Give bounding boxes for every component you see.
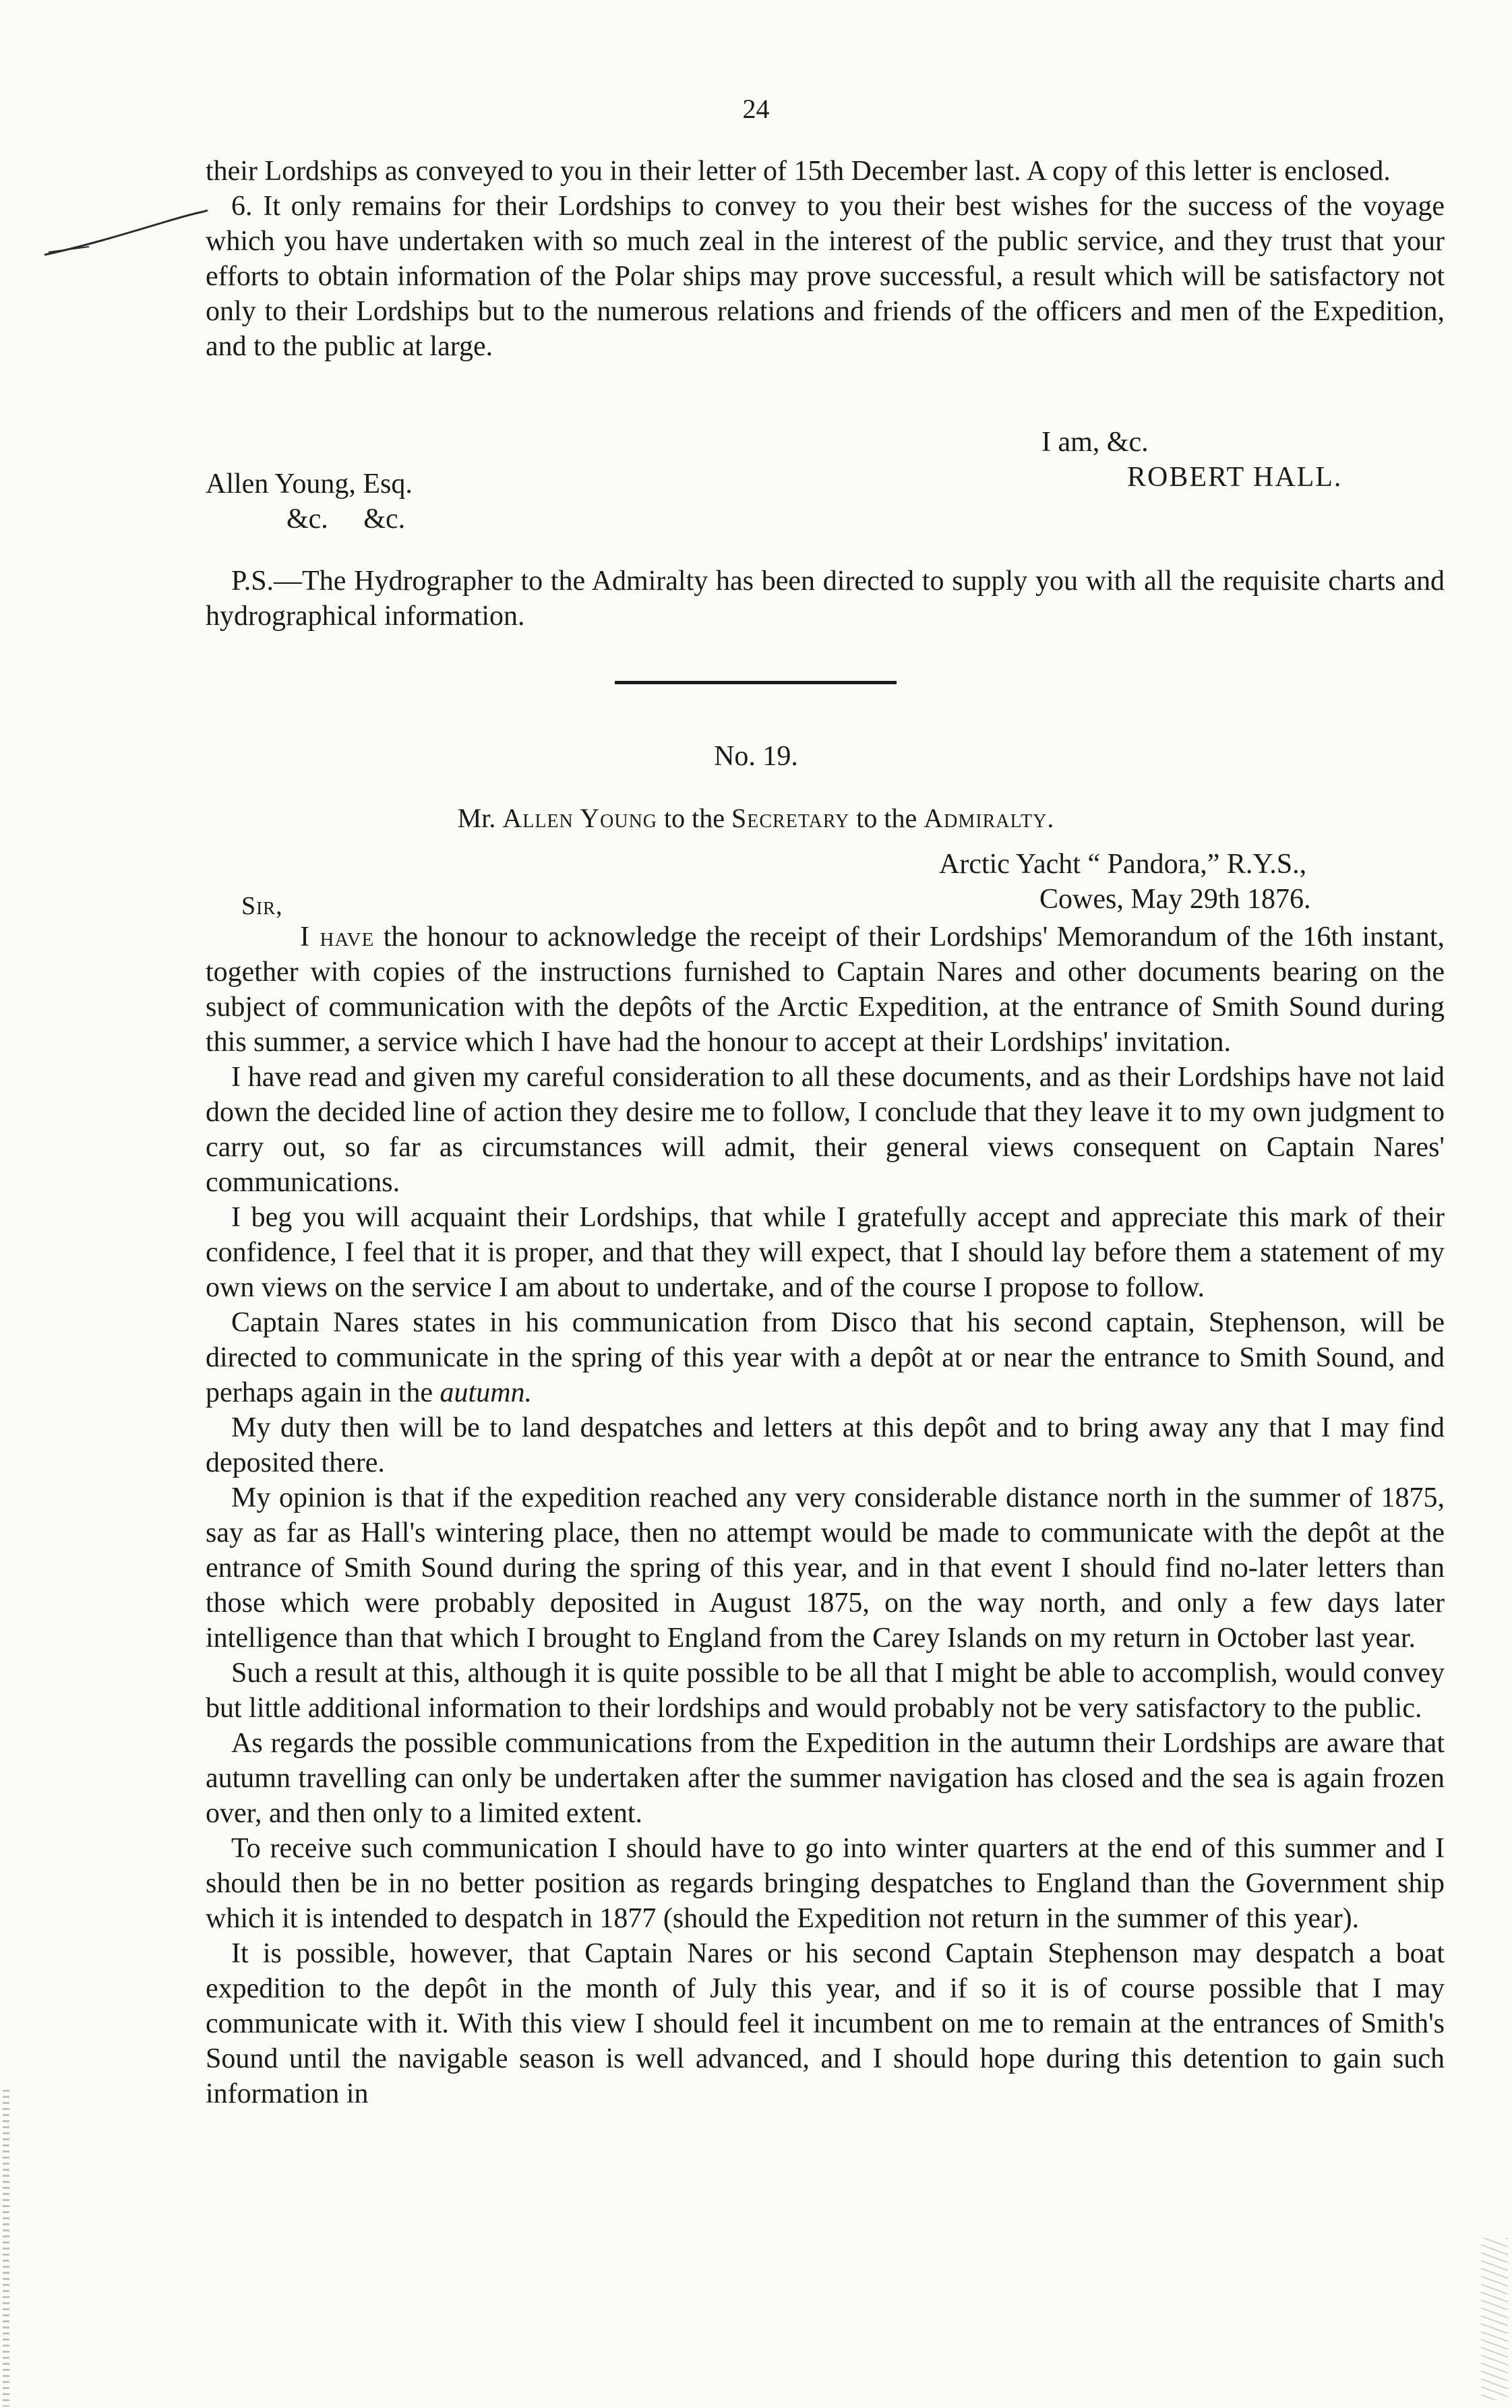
heading-mid: to the <box>657 803 732 833</box>
salutation: Sir, <box>241 892 283 920</box>
paragraph-8: As regards the possible communications from the Expedition in the autumn their Lordships are aware that autumn travelling can only be undertaken after the summer navigation has closed and the sea is again frozen over, and then only to a limited extent. <box>206 1728 1445 1829</box>
letter-number: No. 19. <box>714 741 798 772</box>
closing-line: I am, &c. <box>1041 427 1149 458</box>
paragraph-2: I have read and given my careful consideration to all these documents, and as their Lordships have not laid down the decided line of action they desire me to follow, I conclude that they leave it to my own judgment to carry out, so far as circumstances will admit, their general views consequent on Captain Nares' communications. <box>206 1062 1445 1198</box>
heading-destination: Admiralty. <box>924 803 1055 833</box>
postscript: P.S.—The Hydrographer to the Admiralty has been directed to supply you with all the requisite charts and hydrographical information. <box>206 566 1445 632</box>
previous-letter-body <box>206 154 1445 364</box>
heading-sender: Allen Young <box>502 803 658 833</box>
paragraph-3: I beg you will acquaint their Lordships, that while I gratefully accept and appreciate this mark of their confidence, I feel that it is proper, and that they will expect, that I should lay before them a statement of my own views on the service I am about to undertake, and of the course I propose to follow. <box>206 1202 1445 1303</box>
paragraph-7: Such a result at this, although it is quite possible to be all that I might be able to accomplish, would convey but little additional information to their lordships and would probably not be very satisfactory to the public. <box>206 1658 1445 1724</box>
address-line-2: Cowes, May 29th 1876. <box>1039 884 1311 915</box>
paragraph-10: It is possible, however, that Captain Nares or his second Captain Stephenson may despatch a boat expedition to the depôt in the month of July this year, and if so it is of course possible that I may communicate with it. With this view I should feel it incumbent on me to remain at the entrances of Smith's Sound until the navigable season is well advanced, and I should hope during this detention to gain such information in <box>206 1938 1445 2109</box>
continuation-text: their Lordships as conveyed to you in their letter of 15th December last. A copy of this letter is enclosed. <box>206 156 1391 187</box>
paragraph-4-italic: autumn. <box>440 1377 533 1408</box>
pencil-mark <box>42 208 210 268</box>
paragraph-1 <box>206 920 1445 1060</box>
heading-recipient: Secretary <box>731 803 850 833</box>
paragraph-1-text: the honour to acknowledge the receipt of their Lordships' Memorandum of the 16th instant, together with copies of the instructions furnished to Captain Nares and other documents bearing on the subject of communication with the depôts of the Arctic Expedition, at the entrance of Smith Sound during this summer, a service which I have had the honour to accept at their Lordships' invitation. <box>206 922 1445 1058</box>
letter-body <box>206 920 1445 2111</box>
page-edge-texture-right <box>1481 2238 1508 2400</box>
postscript-block <box>206 564 1445 634</box>
address-line-1: Arctic Yacht “ Pandora,” R.Y.S., <box>939 849 1307 880</box>
heading-mid2: to the <box>849 803 924 833</box>
paragraph-6-letter: My opinion is that if the expedition reached any very considerable distance north in the summer of 1875, say as far as Hall's wintering place, then no attempt would be made to communicate with the depôt at the entrance of Smith Sound during the spring of this year, and in that event I should find no-later letters than those which were probably deposited in August 1875, on the way north, and only a few days later intelligence than that which I brought to England from the Carey Islands on my return in October last year. <box>206 1482 1445 1654</box>
paragraph-5: My duty then will be to land despatches and letters at this depôt and to bring away any that I may find deposited there. <box>206 1412 1445 1478</box>
signature: ROBERT HALL. <box>1127 462 1343 493</box>
heading-prefix: Mr. <box>457 803 503 833</box>
letter-heading <box>0 802 1512 834</box>
paragraph-9: To receive such communication I should have to go into winter quarters at the end of this summer and I should then be in no better position as regards bringing despatches to England than the Government ship which it is intended to despatch in 1877 (should the Expedition not return in the summer of this year). <box>206 1833 1445 1934</box>
addressee-name: Allen Young, Esq. <box>206 469 413 500</box>
page-edge-texture <box>3 2090 9 2407</box>
paragraph-4-text: Captain Nares states in his communication from Disco that his second captain, Stephenson, will be directed to communicate in the spring of this year with a depôt at or near the entrance to Smith Sound, and perhaps again in the <box>206 1307 1445 1408</box>
paragraph-4 <box>206 1305 1445 1410</box>
page-number: 24 <box>742 94 770 124</box>
opening-word: I have <box>300 922 375 953</box>
section-divider <box>615 681 897 684</box>
addressee-etc: &c. &c. <box>286 504 406 535</box>
paragraph-6: 6. It only remains for their Lordships to convey to you their best wishes for the success of the voyage which you have undertaken with so much zeal in the interest of the public service, and they trust that your efforts to obtain information of the Polar ships may prove successful, a result which will be satisfactory not only to their Lordships but to the numerous relations and friends of the officers and men of the Expedition, and to the public at large. <box>206 191 1445 362</box>
